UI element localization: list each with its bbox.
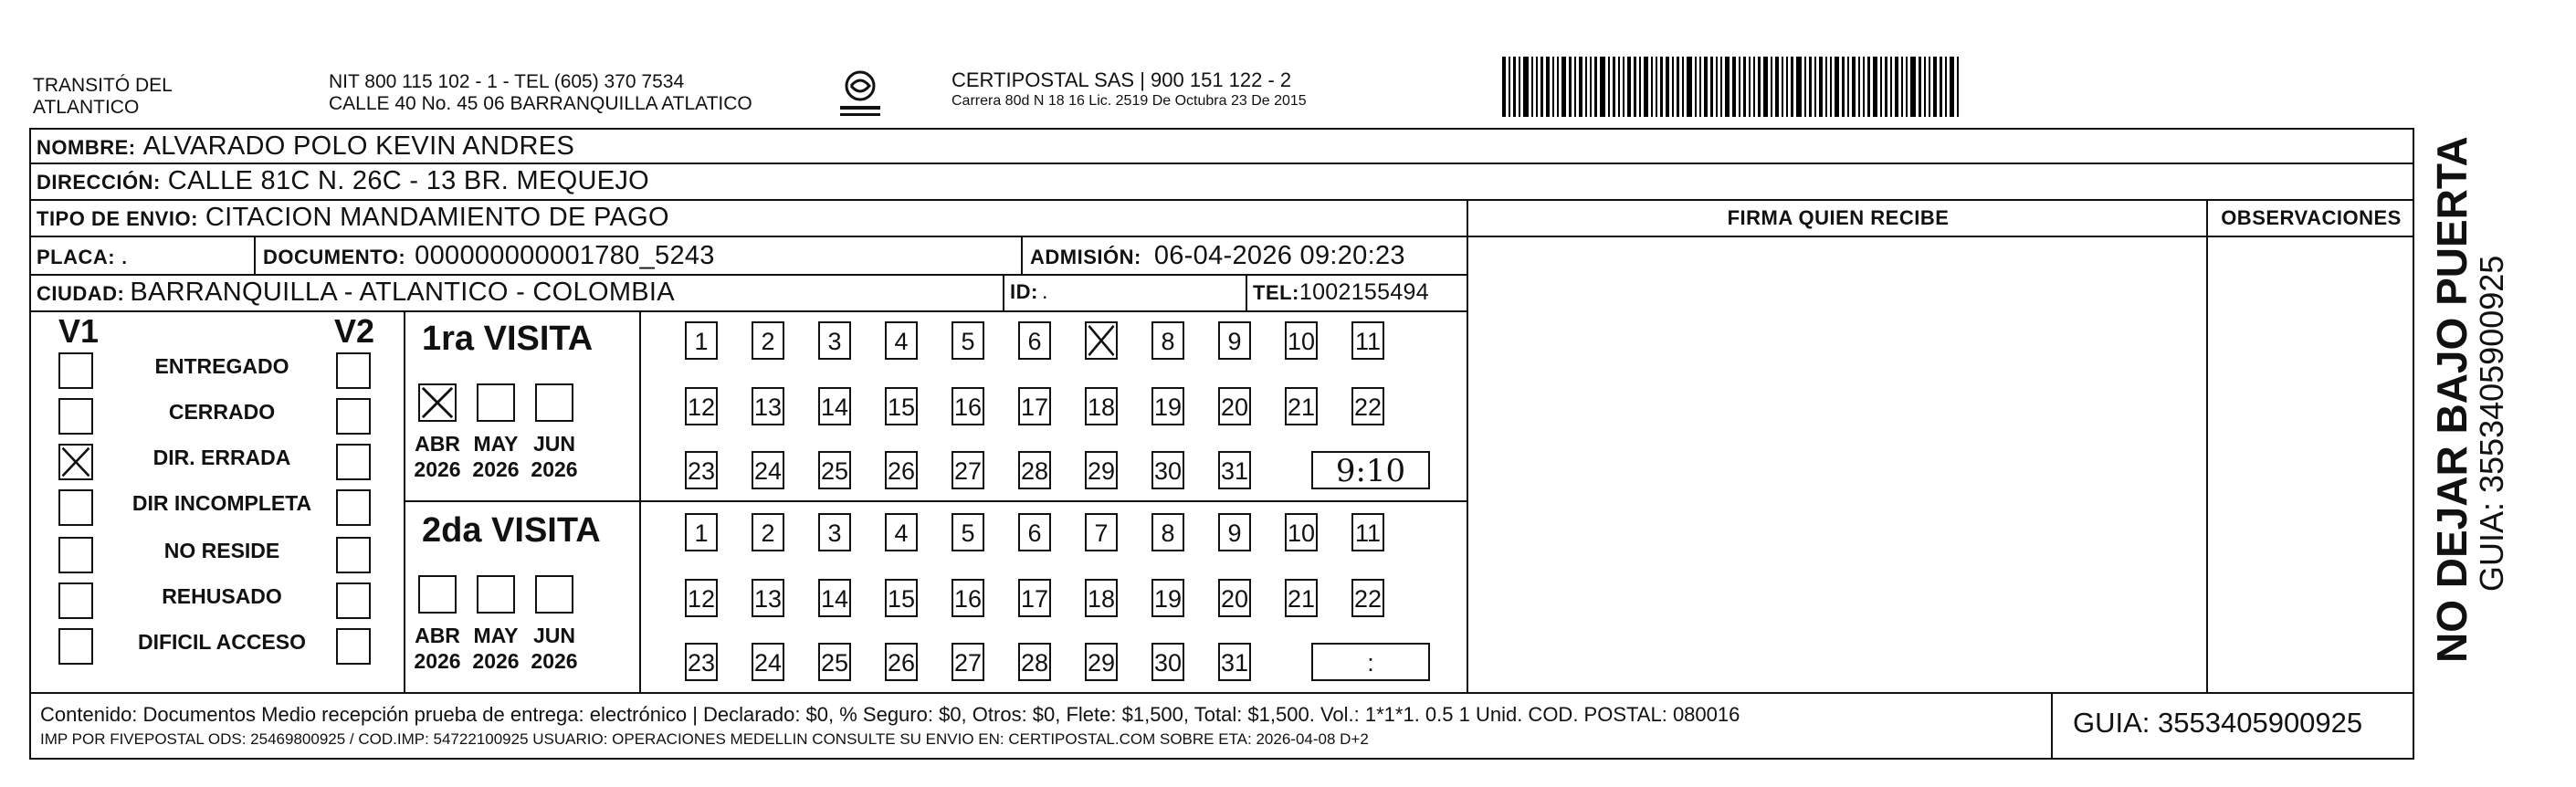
day-box[interactable]: 25 [818,643,851,681]
v1-checkbox[interactable] [58,352,93,389]
barcode-bar [1594,57,1597,117]
barcode-bar [1687,57,1692,117]
day-box[interactable]: 15 [885,579,918,617]
barcode-bar [1618,57,1620,117]
barcode-bar [1873,57,1877,117]
v2-label: V2 [334,312,375,350]
status-option-label: DIR. ERRADA [152,446,291,469]
barcode-bar [1682,57,1684,117]
visit-time-box[interactable]: : [1311,643,1430,681]
barcode-bar [1753,57,1755,117]
nombre-value: ALVARADO POLO KEVIN ANDRES [142,131,575,161]
barcode-bar [1666,57,1669,117]
day-box[interactable]: 19 [1151,579,1184,617]
nit-line: NIT 800 115 102 - 1 - TEL (605) 370 7534 [329,71,685,92]
courier-info [952,69,1307,111]
barcode-bar [1561,57,1566,117]
barcode-bar [1634,57,1636,117]
barcode-bar [1699,57,1701,117]
org-contact [329,71,752,115]
v2-checkbox[interactable] [336,398,371,435]
admision-cell: ADMISIÓN: 06-04-2026 09:20:23 [1030,241,1405,270]
barcode-bar [1830,57,1832,117]
barcode-bar [1695,57,1697,117]
status-option-label: DIR INCOMPLETA [131,491,312,515]
barcode-bar [1950,57,1954,117]
month-label: MAY 2026 [472,624,520,673]
v2-checkbox[interactable] [336,352,371,389]
day-box[interactable]: 3 [818,513,851,551]
barcode-bar [1536,57,1538,117]
day-box[interactable]: 15 [885,387,918,425]
day-box[interactable]: 31 [1218,451,1251,489]
day-box[interactable]: 16 [952,579,984,617]
month-checkbox[interactable] [418,383,457,422]
placa-cell: PLACA: . [37,241,129,270]
status-option-label: CERRADO [168,400,276,424]
day-box[interactable]: 31 [1218,643,1251,681]
barcode-bar [1842,57,1845,117]
day-box[interactable]: 17 [1018,387,1051,425]
observaciones-header: OBSERVACIONES [2221,206,2402,229]
barcode-bar [1835,57,1839,117]
barcode-bar [1585,57,1587,117]
barcode-bar [1725,57,1730,117]
month-label: ABR 2026 [414,624,461,673]
visita-2-title: 2da VISITA [422,511,601,550]
barcode-bar [1895,57,1898,117]
barcode-bar [1574,57,1576,117]
barcode-bar [1720,57,1722,117]
org-name [33,75,173,119]
v2-checkbox[interactable] [336,489,371,526]
v1-checkbox[interactable] [58,444,93,480]
v2-checkbox[interactable] [336,537,371,573]
id-cell: ID: . [1010,279,1048,304]
v1-checkbox[interactable] [58,489,93,526]
day-box[interactable]: 22 [1351,387,1384,425]
firma-area[interactable] [1470,239,2204,690]
day-box[interactable]: 20 [1218,579,1251,617]
barcode-bar [1749,57,1751,117]
day-box[interactable]: 14 [818,579,851,617]
address-line: CALLE 40 No. 45 06 BARRANQUILLA ATLATICO [329,93,752,114]
footer-contenido: Contenido: Documentos Medio recepción prueba de entrega: electrónico | Declarado: $0, % Seguro: $0, Otros: $0, Flete: $1,500, Total: $1,500. Vol.: 1*1*1. 0.5 1 Unid. COD. POSTAL: 080016 [40,703,1740,726]
barcode-bar [1758,57,1761,117]
side-guia: GUIA: 3553405900925 [2473,255,2510,592]
barcode-bar [1613,57,1615,117]
day-box[interactable]: 5 [952,513,984,551]
day-box[interactable]: 11 [1351,321,1384,360]
admision-value: 06-04-2026 09:20:23 [1153,241,1405,270]
day-box[interactable]: 29 [1085,643,1118,681]
day-box[interactable]: 16 [952,387,984,425]
barcode-bar [1579,57,1582,117]
barcode-bar [1732,57,1736,117]
month-checkbox[interactable] [477,383,515,422]
month-checkbox[interactable] [418,575,457,614]
barcode-bar [1739,57,1740,117]
barcode [1502,57,2201,117]
month-label: ABR 2026 [414,432,461,481]
tel-cell: TEL: 1002155494 [1253,279,1429,305]
documento-value: 000000000001780_5243 [415,241,715,270]
barcode-bar [1716,57,1718,117]
v1-checkbox[interactable] [58,628,93,665]
barcode-bar [1771,57,1772,117]
barcode-bar [1863,57,1865,117]
month-label: MAY 2026 [472,432,520,481]
day-box[interactable]: 1 [685,321,718,360]
status-option-label: NO RESIDE [163,539,280,562]
day-box[interactable]: 25 [818,451,851,489]
day-box[interactable]: 12 [685,387,718,425]
status-option-label: ENTREGADO [154,354,289,378]
day-box[interactable]: 19 [1151,387,1184,425]
month-checkbox[interactable] [477,575,515,614]
side-warning: NO DEJAR BAJO PUERTA [2428,136,2476,663]
day-box[interactable]: 23 [685,451,718,489]
day-box[interactable]: 6 [1018,321,1051,360]
barcode-bar [1924,57,1926,117]
day-box[interactable]: 20 [1218,387,1251,425]
barcode-bar [1557,57,1559,117]
day-box[interactable]: 13 [752,387,784,425]
day-box[interactable]: 10 [1285,321,1318,360]
barcode-bar [1513,57,1516,117]
day-box[interactable]: 9 [1218,513,1251,551]
barcode-bar [1957,57,1959,117]
barcode-bar [1600,57,1605,117]
barcode-bar [1791,57,1793,117]
barcode-bar [1885,57,1887,117]
footer-guia: GUIA: 3553405900925 [2073,707,2363,739]
status-option-label: DIFICIL ACCESO [137,630,306,654]
ciudad-cell: CIUDAD: BARRANQUILLA - ATLANTICO - COLOMBIA [37,278,675,307]
v1-checkbox[interactable] [58,398,93,435]
day-box[interactable]: 4 [885,513,918,551]
day-box[interactable]: 18 [1085,579,1118,617]
day-box[interactable]: 24 [752,643,784,681]
day-box[interactable]: 21 [1285,387,1318,425]
barcode-bar [1608,57,1610,117]
barcode-bar [1523,57,1529,117]
day-box[interactable]: 17 [1018,579,1051,617]
barcode-bar [1710,57,1713,117]
barcode-bar [1852,57,1856,117]
status-option-label: REHUSADO [162,584,282,608]
barcode-bar [1867,57,1870,117]
barcode-bar [1901,57,1903,117]
day-box[interactable]: 26 [885,451,918,489]
documento-cell: DOCUMENTO: 000000000001780_5243 [263,241,715,270]
direccion-value: CALLE 81C N. 26C - 13 BR. MEQUEJO [167,166,650,195]
day-box[interactable]: 12 [685,579,718,617]
day-box[interactable]: 18 [1085,387,1118,425]
direccion-row: DIRECCIÓN: CALLE 81C N. 26C - 13 BR. MEQUEJO [37,166,650,195]
day-box[interactable]: 27 [952,451,984,489]
day-box[interactable]: 24 [752,451,784,489]
day-box[interactable]: 28 [1018,451,1051,489]
month-label: JUN 2026 [531,432,578,481]
barcode-bar [1796,57,1802,117]
barcode-bar [1644,57,1648,117]
day-box[interactable]: 30 [1151,643,1184,681]
barcode-bar [1819,57,1823,117]
observaciones-area[interactable] [2210,239,2413,690]
barcode-bar [1929,57,1930,117]
courier-name: CERTIPOSTAL SAS | 900 151 122 - 2 [952,68,1292,91]
barcode-bar [1590,57,1592,117]
v1-checkbox[interactable] [58,537,93,573]
barcode-bar [1656,57,1657,117]
barcode-bar [1546,57,1550,117]
barcode-bar [1540,57,1543,117]
barcode-bar [1519,57,1520,117]
day-box[interactable] [1085,321,1118,360]
day-box[interactable]: 8 [1151,513,1184,551]
footer-imp: IMP POR FIVEPOSTAL ODS: 25469800925 / COD.IMP: 54722100925 USUARIO: OPERACIONES MEDELLIN CONSULTE SU ENVIO EN: CERTIPOSTAL.COM SOBRE ETA: 2026-04-08 D+2 [40,730,1369,748]
visit-time-box[interactable]: 9:10 [1311,451,1430,489]
v1-checkbox[interactable] [58,582,93,619]
barcode-bar [1847,57,1849,117]
day-box[interactable]: 23 [685,643,718,681]
barcode-bar [1639,57,1641,117]
day-box[interactable]: 7 [1085,513,1118,551]
barcode-bar [1672,57,1674,117]
day-box[interactable]: 4 [885,321,918,360]
day-box[interactable]: 3 [818,321,851,360]
barcode-bar [1627,57,1631,117]
barcode-bar [1552,57,1554,117]
barcode-bar [1786,57,1788,117]
barcode-bar [1809,57,1812,117]
day-box[interactable]: 2 [752,513,784,551]
barcode-bar [1804,57,1806,117]
visita-1-title: 1ra VISITA [422,320,594,358]
certipostal-logo-icon [833,68,888,121]
day-box[interactable]: 22 [1351,579,1384,617]
barcode-bar [1782,57,1783,117]
barcode-bar [1825,57,1827,117]
day-box[interactable]: 28 [1018,643,1051,681]
tel-value: 1002155494 [1299,279,1429,305]
barcode-bar [1933,57,1937,117]
barcode-bar [1502,57,1506,117]
barcode-bar [1890,57,1892,117]
day-box[interactable]: 10 [1285,513,1318,551]
day-box[interactable]: 29 [1085,451,1118,489]
day-box[interactable]: 30 [1151,451,1184,489]
day-box[interactable]: 2 [752,321,784,360]
barcode-bar [1814,57,1816,117]
nombre-row: NOMBRE: ALVARADO POLO KEVIN ANDRES [37,131,575,161]
barcode-bar [1910,57,1916,117]
barcode-bar [1509,57,1510,117]
tipo-envio-value: CITACION MANDAMIENTO DE PAGO [205,203,669,232]
barcode-bar [1569,57,1572,117]
barcode-bar [1677,57,1679,117]
barcode-bar [1775,57,1779,117]
barcode-bar [1940,57,1942,117]
v2-checkbox[interactable] [336,582,371,619]
barcode-bar [1531,57,1533,117]
barcode-bar [1743,57,1746,117]
v2-checkbox[interactable] [336,444,371,480]
v1-label: V1 [58,312,100,350]
month-checkbox[interactable] [535,383,573,422]
barcode-bar [1704,57,1708,117]
day-box[interactable]: 1 [685,513,718,551]
barcode-bar [1763,57,1768,117]
day-box[interactable]: 27 [952,643,984,681]
barcode-bar [1623,57,1624,117]
day-box[interactable]: 26 [885,643,918,681]
month-checkbox[interactable] [535,575,573,614]
day-box[interactable]: 8 [1151,321,1184,360]
barcode-bar [1858,57,1860,117]
day-box[interactable]: 6 [1018,513,1051,551]
org-line2: ATLANTICO [33,97,140,118]
firma-header: FIRMA QUIEN RECIBE [1727,206,1950,229]
barcode-bar [1660,57,1663,117]
barcode-bar [1945,57,1947,117]
barcode-bar [1651,57,1653,117]
month-label: JUN 2026 [531,624,578,673]
day-box[interactable]: 21 [1285,579,1318,617]
day-box[interactable]: 9 [1218,321,1251,360]
barcode-bar [1880,57,1882,117]
day-box[interactable]: 5 [952,321,984,360]
barcode-bar [1906,57,1908,117]
ciudad-value: BARRANQUILLA - ATLANTICO - COLOMBIA [130,278,675,307]
org-line1: TRANSITÓ DEL [33,75,173,96]
day-box[interactable]: 14 [818,387,851,425]
v2-checkbox[interactable] [336,628,371,665]
courier-address: Carrera 80d N 18 16 Lic. 2519 De Octubra 23 De 2015 [952,93,1307,109]
day-box[interactable]: 11 [1351,513,1384,551]
day-box[interactable]: 13 [752,579,784,617]
barcode-bar [1919,57,1921,117]
tipo-envio-row: TIPO DE ENVIO: CITACION MANDAMIENTO DE PAGO [37,203,669,232]
